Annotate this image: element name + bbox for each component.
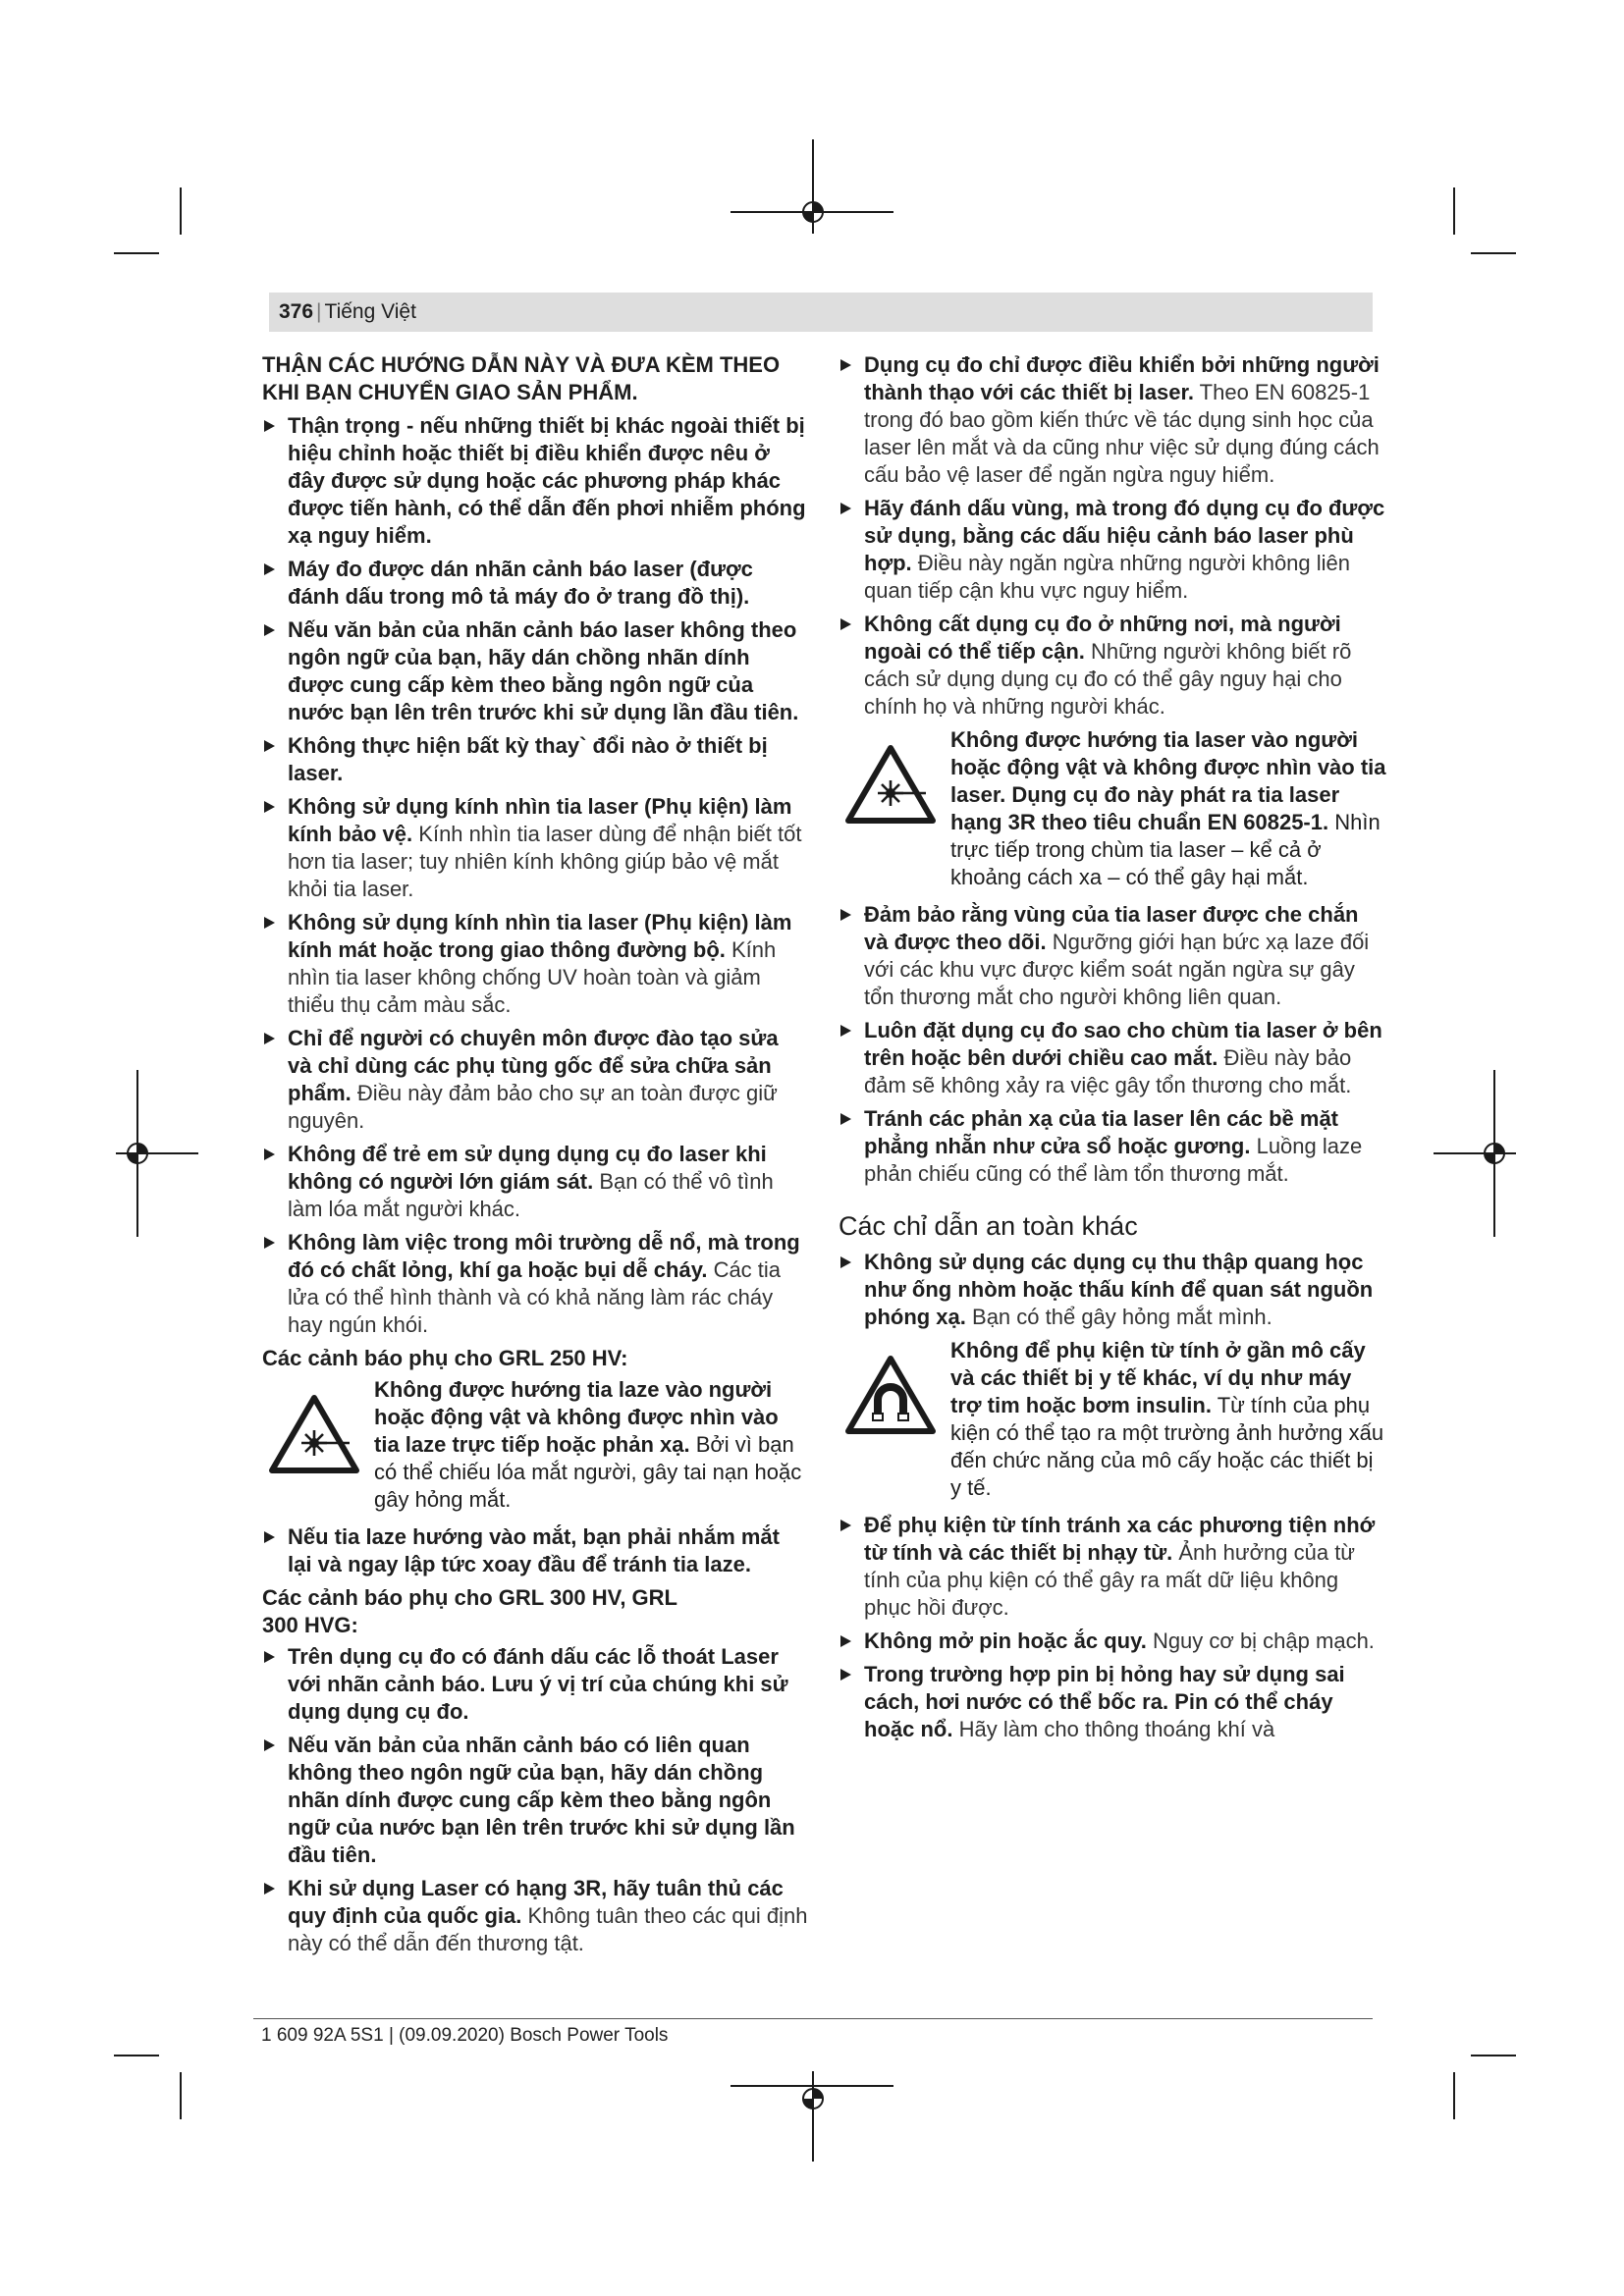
bullet-arrow-icon xyxy=(264,624,275,636)
item-text: Điều này bảo đảm sẽ không xảy ra việc gây tổn thương cho mắt. xyxy=(864,1045,1352,1097)
bullet-arrow-icon xyxy=(264,1651,275,1663)
bullet-arrow-icon xyxy=(264,1739,275,1751)
bullet-arrow-icon xyxy=(264,1237,275,1249)
bullet-arrow-icon xyxy=(840,909,851,921)
bullet-arrow-icon xyxy=(840,1520,851,1531)
laser-warning-block xyxy=(262,1376,808,1514)
item-lead: Không mở pin hoặc ắc quy. xyxy=(864,1629,1147,1653)
item-lead: Tránh các phản xạ của tia laser lên các bề mặt phẳng nhẵn như cửa sổ hoặc gương. xyxy=(864,1106,1339,1158)
header-language: Tiếng Việt xyxy=(324,300,416,323)
bullet-arrow-icon xyxy=(264,1033,275,1044)
safety-item xyxy=(262,732,808,787)
item-text: Những người không biết rõ cách sử dụng dụng cụ đo có thể gây nguy hại cho chính họ và những người khác. xyxy=(864,639,1352,719)
item-text: Theo EN 60825-1 trong đó bao gồm kiến thức về tác dụng sinh học của laser lên mắt và da cũng như việc sử dụng đúng cách cấu bảo vệ laser để ngăn ngừa nguy hiểm. xyxy=(864,380,1380,487)
warning-lead: Không để phụ kiện từ tính ở gần mô cấy và các thiết bị y tế khác, ví dụ như máy trợ tim hoặc bơm insulin. xyxy=(950,1338,1366,1417)
warning-lead: Không được hướng tia laze vào người hoặc động vật và không được nhìn vào tia laze trực tiếp hoặc phản xạ. xyxy=(374,1377,779,1457)
safety-item xyxy=(262,1643,808,1726)
item-text: Nguy cơ bị chập mạch. xyxy=(1152,1629,1375,1653)
crop-mark xyxy=(1471,2055,1516,2056)
item-lead: Không để trẻ em sử dụng dụng cụ đo laser khi không có người lớn giám sát. xyxy=(288,1142,767,1194)
safety-item xyxy=(839,351,1386,489)
crop-mark xyxy=(114,2055,159,2056)
registration-line xyxy=(731,2085,893,2087)
crop-mark xyxy=(1453,187,1455,235)
safety-item xyxy=(262,1025,808,1135)
safety-item xyxy=(839,1628,1386,1655)
item-lead: Không sử dụng các dụng cụ thu thập quang học như ống nhòm hoặc thấu kính để quan sát nguồn phóng xạ. xyxy=(864,1250,1374,1329)
item-text: Hãy làm cho thông thoáng khí và xyxy=(958,1717,1275,1741)
item-lead: Hãy đánh dấu vùng, mà trong đó dụng cụ đo được sử dụng, bằng các dấu hiệu cảnh báo laser phù hợp. xyxy=(864,496,1385,575)
footer-rule xyxy=(253,2018,1373,2019)
safety-item xyxy=(839,1017,1386,1099)
bullet-arrow-icon xyxy=(264,801,275,813)
header-separator: | xyxy=(316,300,322,323)
safety-item xyxy=(839,611,1386,721)
safety-item xyxy=(262,616,808,726)
safety-item xyxy=(262,556,808,611)
item-lead: Chỉ để người có chuyên môn được đào tạo sửa và chỉ dùng các phụ tùng gốc để sửa chữa sản phẩm. xyxy=(288,1026,779,1105)
bullet-arrow-icon xyxy=(840,1256,851,1268)
safety-list xyxy=(262,412,808,1339)
intro-text: THẬN CÁC HƯỚNG DẪN NÀY VÀ ĐƯA KÈM THEO KHI BẠN CHUYỂN GIAO SẢN PHẨM. xyxy=(262,352,781,404)
bullet-arrow-icon xyxy=(264,1148,275,1160)
item-lead: Không cất dụng cụ đo ở những nơi, mà người ngoài có thể tiếp cận. xyxy=(864,612,1341,664)
safety-item xyxy=(839,1105,1386,1188)
bullet-arrow-icon xyxy=(840,1025,851,1037)
item-text: Bạn có thể vô tình làm lóa mắt người khác. xyxy=(288,1169,774,1221)
item-lead: Thận trọng - nếu những thiết bị khác ngoài thiết bị hiệu chỉnh hoặc thiết bị điều khiển được nêu ở đây được sử dụng hoặc các phương pháp khác được tiến hành, có thể dẫn đến phơi nhiễm phóng xạ nguy hiểm. xyxy=(288,413,806,548)
registration-line xyxy=(731,211,893,213)
crop-mark xyxy=(180,2072,182,2119)
laser-warning-icon xyxy=(268,1394,360,1474)
bullet-arrow-icon xyxy=(264,917,275,929)
item-text: Không tuân theo các qui định này có thể dẫn đến thương tật. xyxy=(288,1903,808,1955)
safety-item xyxy=(262,1523,808,1578)
bullet-arrow-icon xyxy=(840,1669,851,1681)
safety-item xyxy=(839,1249,1386,1331)
warning-text: Từ tính của phụ kiện có thể tạo ra một trường ảnh hưởng xấu đến chức năng của mô cấy hoặc các thiết bị y tế. xyxy=(950,1393,1384,1500)
bullet-arrow-icon xyxy=(264,1883,275,1895)
item-text: Điều này đảm bảo cho sự an toàn được giữ nguyên. xyxy=(288,1081,778,1133)
item-lead: Để phụ kiện từ tính tránh xa các phương tiện nhớ từ tính và các thiết bị nhạy từ. xyxy=(864,1513,1376,1565)
crop-mark xyxy=(1471,252,1516,254)
item-lead: Khi sử dụng Laser có hạng 3R, hãy tuân thủ các quy định của quốc gia. xyxy=(288,1876,784,1928)
item-lead: Luôn đặt dụng cụ đo sao cho chùm tia laser ở bên trên hoặc bên dưới chiều cao mắt. xyxy=(864,1018,1382,1070)
page-label xyxy=(279,300,416,324)
item-lead: Không sử dụng kính nhìn tia laser (Phụ kiện) làm kính bảo vệ. xyxy=(288,794,792,846)
item-text: Luồng laze phản chiếu cũng có thể làm tổn thương mắt. xyxy=(864,1134,1363,1186)
safety-item xyxy=(262,412,808,550)
item-text: Bạn có thể gây hỏng mắt mình. xyxy=(972,1305,1272,1329)
crop-mark xyxy=(114,252,159,254)
bullet-arrow-icon xyxy=(840,618,851,630)
item-text: Các tia lửa có thể hình thành và có khả năng làm rác cháy hay ngún khói. xyxy=(288,1257,782,1337)
item-lead: Nếu văn bản của nhãn cảnh báo laser không theo ngôn ngữ của bạn, hãy dán chồng nhãn dính được cung cấp kèm theo bằng ngôn ngữ của nước bạn lên trên trước khi sử dụng lần đầu tiên. xyxy=(288,617,799,724)
grl300-heading: Các cảnh báo phụ cho GRL 300 HV, GRL 300 HVG: xyxy=(262,1585,677,1637)
item-lead: Máy đo được dán nhãn cảnh báo laser (được đánh dấu trong mô tả máy đo ở trang đồ thị). xyxy=(288,557,753,609)
registration-line xyxy=(116,1152,198,1154)
safety-item xyxy=(262,793,808,903)
bullet-arrow-icon xyxy=(264,1531,275,1543)
item-lead: Không thực hiện bất kỳ thay` đổi nào ở thiết bị laser. xyxy=(288,733,768,785)
safety-item xyxy=(262,909,808,1019)
item-text: Ảnh hưởng của từ tính của phụ kiện có thể gây ra mất dữ liệu không phục hồi được. xyxy=(864,1540,1356,1620)
crop-mark xyxy=(1453,2072,1455,2119)
safety-item xyxy=(839,495,1386,605)
item-text: Kính nhìn tia laser dùng để nhận biết tốt hơn tia laser; tuy nhiên kính không giúp bảo vệ mắt khỏi tia laser. xyxy=(288,822,802,901)
magnet-warning-icon xyxy=(844,1355,937,1435)
item-lead: Không làm việc trong môi trường dễ nổ, mà trong đó có chất lỏng, khí ga hoặc bụi dễ cháy. xyxy=(288,1230,800,1282)
grl250-heading: Các cảnh báo phụ cho GRL 250 HV: xyxy=(262,1346,628,1370)
item-lead: Trong trường hợp pin bị hỏng hay sử dụng sai cách, hơi nước có thể bốc ra. Pin có thể cháy hoặc nổ. xyxy=(864,1662,1345,1741)
section-title: Các chỉ dẫn an toàn khác xyxy=(839,1211,1138,1241)
warning-text: Nhìn trực tiếp trong chùm tia laser – kể cả ở khoảng cách xa – có thể gây hại mắt. xyxy=(950,810,1380,889)
laser-warning-icon xyxy=(844,744,937,825)
footer-text: 1 609 92A 5S1 | (09.09.2020) Bosch Power Tools xyxy=(261,2025,669,2046)
right-column xyxy=(839,351,1386,1749)
crop-mark xyxy=(180,187,182,235)
page-number: 376 xyxy=(279,300,314,323)
item-lead: Dụng cụ đo chỉ được điều khiển bởi những người thành thạo với các thiết bị laser. xyxy=(864,352,1380,404)
warning-text: Bởi vì bạn có thể chiếu lóa mắt người, gây tai nạn hoặc gây hỏng mắt. xyxy=(374,1432,802,1512)
item-lead: Nếu tia laze hướng vào mắt, bạn phải nhắm mắt lại và ngay lập tức xoay đầu để tránh tia laze. xyxy=(288,1524,780,1576)
registration-line xyxy=(1434,1152,1516,1154)
laser-warning-block xyxy=(839,726,1386,891)
safety-item xyxy=(262,1732,808,1869)
bullet-arrow-icon xyxy=(264,420,275,432)
bullet-arrow-icon xyxy=(264,563,275,575)
item-text: Điều này ngăn ngừa những người không liên quan tiếp cận khu vực nguy hiểm. xyxy=(864,551,1351,603)
safety-item xyxy=(262,1229,808,1339)
item-text: Ngưỡng giới hạn bức xạ laze đối với các khu vực được kiểm soát ngăn ngừa sự gây tổn thương mắt cho người không liên quan. xyxy=(864,930,1370,1009)
bullet-arrow-icon xyxy=(264,740,275,752)
bullet-arrow-icon xyxy=(840,359,851,371)
safety-item xyxy=(839,901,1386,1011)
safety-item xyxy=(262,1875,808,1957)
magnet-warning-block xyxy=(839,1337,1386,1502)
item-lead: Trên dụng cụ đo có đánh dấu các lỗ thoát Laser với nhãn cảnh báo. Lưu ý vị trí của chúng khi sử dụng dụng cụ đo. xyxy=(288,1644,788,1724)
page-header xyxy=(269,293,1373,332)
item-text: Kính nhìn tia laser không chống UV hoàn toàn và giảm thiểu thụ cảm màu sắc. xyxy=(288,937,777,1017)
bullet-arrow-icon xyxy=(840,1635,851,1647)
item-lead: Không sử dụng kính nhìn tia laser (Phụ kiện) làm kính mát hoặc trong giao thông đường bộ. xyxy=(288,910,792,962)
left-column xyxy=(262,351,808,1963)
registration-line xyxy=(812,139,814,234)
item-lead: Nếu văn bản của nhãn cảnh báo có liên quan không theo ngôn ngữ của bạn, hãy dán chồng nhãn dính được cung cấp kèm theo bằng ngôn ngữ của nước bạn lên trên trước khi sử dụng lần đầu tiên. xyxy=(288,1733,795,1867)
item-lead: Đảm bảo rằng vùng của tia laser được che chắn và được theo dõi. xyxy=(864,902,1359,954)
safety-item xyxy=(839,1512,1386,1622)
safety-item xyxy=(262,1141,808,1223)
bullet-arrow-icon xyxy=(840,1113,851,1125)
bullet-arrow-icon xyxy=(840,503,851,514)
safety-item xyxy=(839,1661,1386,1743)
warning-lead: Không được hướng tia laser vào người hoặc động vật và không được nhìn vào tia laser. Dụng cụ đo này phát ra tia laser hạng 3R theo tiêu chuẩn EN 60825-1. xyxy=(950,727,1386,834)
